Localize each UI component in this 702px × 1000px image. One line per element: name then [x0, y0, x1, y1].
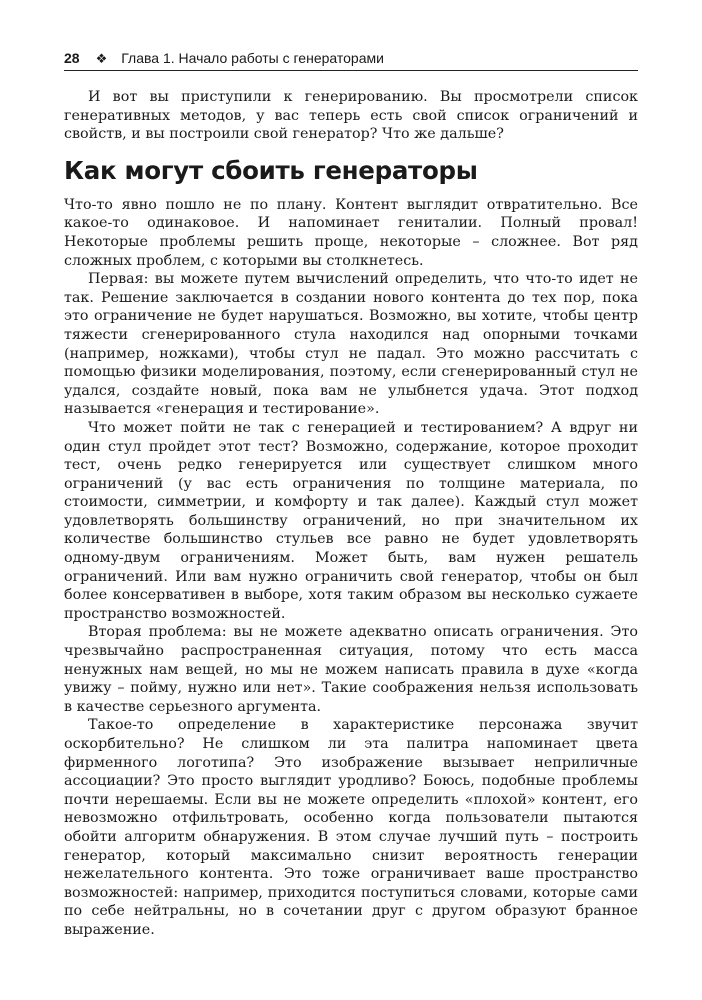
- paragraph: Что может пойти не так с генерацией и тестированием? А вдруг ни один стул пройдет этот тест? Возможно, содержание, которое проходит тест, очень редко генерируется или существует слишком много ограничений (у вас есть ограничения по толщине материала, по стоимости, симметрии, и комфорту и так далее). Каждый стул может удовлетворять большинству ограничений, но при значительном их количестве большинство стульев все равно не будет удовлетворять одному-двум ограничениям. Может быть, вам нужен решатель ограничений. Или вам нужно ограничить свой генератор, чтобы он был более консервативен в выборе, хотя таким образом вы несколько сужаете пространство возможностей.: [64, 419, 638, 622]
- paragraph: Что-то явно пошло не по плану. Контент выглядит отвратительно. Все какое-то одинаковое. И напоминает гениталии. Полный провал! Некоторые проблемы решить проще, некоторые – сложнее. Вот ряд сложных проблем, с которыми вы столкнетесь.: [64, 196, 638, 269]
- paragraph: Такое-то определение в характеристике персонажа звучит оскорбительно? Не слишком ли эта палитра напоминает цвета фирменного логотипа? Это изображение вызывает неприличные ассоциации? Это просто выглядит уродливо? Боюсь, подобные проблемы почти нерешаемы. Если вы не можете определить «плохой» контент, его невозможно отфильтровать, особенно когда пользователи пытаются обойти алгоритм обнаружения. В этом случае лучший путь – построить генератор, который максимально снизит вероятность генерации нежелательного контента. Это тоже ограничивает ваше пространство возможностей: например, приходится поступиться словами, которые сами по себе нейтральны, но в сочетании друг с другом образуют бранное выражение.: [64, 717, 638, 938]
- page-number: 28: [64, 50, 80, 66]
- paragraph: Первая: вы можете путем вычислений определить, что что-то идет не так. Решение заключается в создании нового контента до тех пор, пока это ограничение не будет нарушаться. Возможно, вы хотите, чтобы центр тяжести сгенерированного стула находился над опорными точками (например, ножками), чтобы стул не падал. Это можно рассчитать с помощью физики моделирования, поэтому, если сгенерированный стул не удался, создайте новый, пока вам не улыбнется удача. Этот подход называется «генерация и тестирование».: [64, 271, 638, 418]
- running-header: [64, 48, 638, 71]
- chapter-title: Глава 1. Начало работы с генераторами: [121, 50, 384, 66]
- intro-paragraph: И вот вы приступили к генерированию. Вы просмотрели список генеративных методов, у вас теперь есть свой список ограничений и свойств, и вы построили свой генератор? Что же дальше?: [64, 89, 638, 143]
- ornament-icon: ❖: [95, 51, 108, 66]
- section-title: Как могут сбоить генераторы: [64, 155, 478, 185]
- page-body: [64, 88, 638, 940]
- paragraph: Вторая проблема: вы не можете адекватно описать ограничения. Это чрезвычайно распространенная ситуация, потому что есть масса ненужных нам вещей, но мы не можем написать правила в духе «когда увижу – пойму, нужно или нет». Такие соображения нельзя использовать в качестве серьезного аргумента.: [64, 624, 638, 715]
